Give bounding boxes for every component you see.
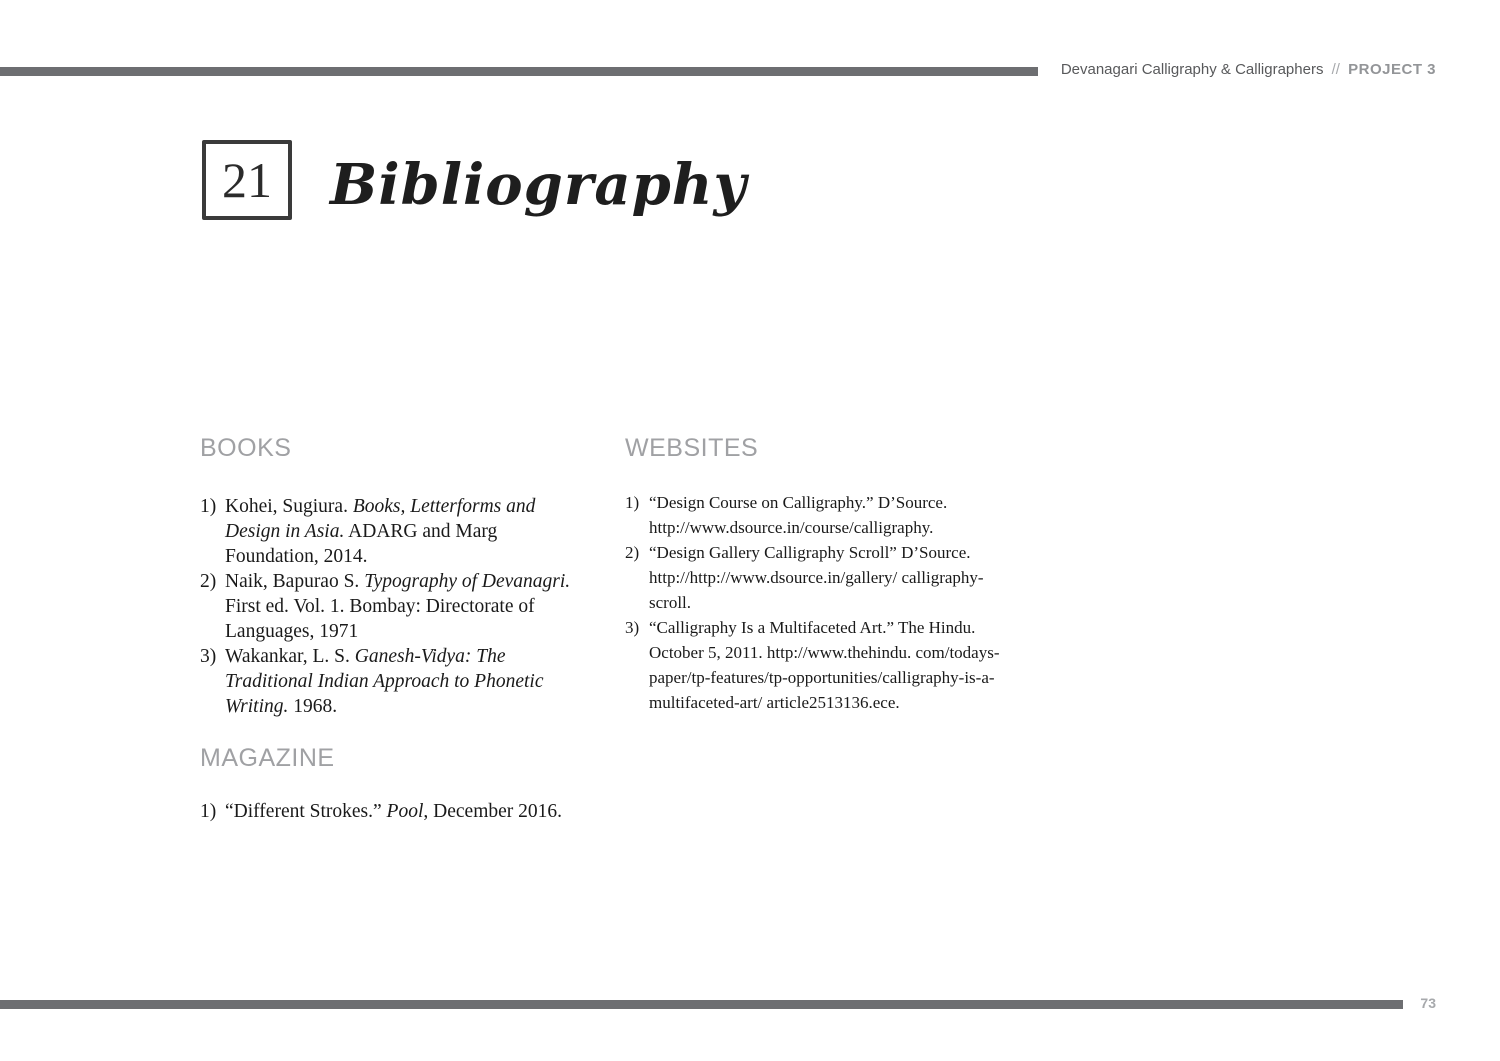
- book-title: Typography of Devanagri.: [364, 571, 571, 592]
- chapter-number-box: [202, 140, 292, 220]
- website-reference: “Design Course on Calligraphy.” D’Source. http://www.dsource.in/course/calligraphy.: [649, 493, 948, 537]
- header-rule: [0, 67, 1038, 76]
- item-number: 2): [625, 543, 640, 562]
- item-number: 1): [200, 801, 217, 822]
- book-reference: [225, 644, 595, 719]
- websites-heading: WEBSITES: [625, 434, 759, 462]
- website-reference: “Calligraphy Is a Multifaceted Art.” The Hindu. October 5, 2011. http://www.thehindu. com/todays-paper/tp-features/tp-opportunities/calligraphy-is-a-multifaceted-art/ article2513136.ece.: [649, 618, 1000, 712]
- item-number: 3): [625, 618, 640, 637]
- book-publication: 1968.: [288, 696, 338, 717]
- project-label: PROJECT 3: [1348, 61, 1436, 78]
- document-title: Devanagari Calligraphy & Calligraphers: [1060, 61, 1324, 78]
- magazine-list: [200, 799, 600, 824]
- chapter-number: 21: [222, 152, 272, 208]
- books-list: [200, 494, 595, 719]
- book-title: Books, Letterforms and Design in Asia.: [225, 496, 536, 542]
- item-number: 3): [200, 646, 217, 667]
- list-item: [625, 615, 1017, 715]
- page-number: 73: [1420, 995, 1436, 1011]
- item-number: 2): [200, 571, 217, 592]
- list-item: [625, 540, 1017, 615]
- magazine-date: , December 2016.: [423, 801, 563, 822]
- book-publication: First ed. Vol. 1. Bombay: Directorate of Languages, 1971: [225, 596, 535, 642]
- list-item: [200, 644, 595, 719]
- chapter-title: Bibliography: [330, 152, 748, 218]
- books-heading: BOOKS: [200, 434, 292, 462]
- item-number: 1): [625, 493, 640, 512]
- book-title: Ganesh-Vidya: The Traditional Indian Approach to Phonetic Writing.: [225, 646, 544, 717]
- footer-rule: [0, 1000, 1403, 1009]
- list-item: [200, 494, 595, 569]
- website-reference: “Design Gallery Calligraphy Scroll” D’Source. http://http://www.dsource.in/gallery/ calligraphy-scroll.: [649, 543, 984, 612]
- websites-list: [625, 490, 1017, 715]
- item-number: 1): [200, 496, 217, 517]
- magazine-reference: [225, 799, 600, 824]
- book-author: Naik, Bapurao S.: [225, 571, 365, 592]
- list-item: [200, 799, 600, 824]
- book-reference: [225, 569, 595, 644]
- header-separator: //: [1331, 61, 1340, 78]
- running-header: [1061, 61, 1436, 78]
- list-item: [200, 569, 595, 644]
- list-item: [625, 490, 1017, 540]
- book-author: Kohei, Sugiura.: [225, 496, 353, 517]
- magazine-article: “Different Strokes.”: [225, 801, 387, 822]
- book-reference: [225, 494, 595, 569]
- book-author: Wakankar, L. S.: [225, 646, 355, 667]
- book-publication: ADARG and Marg Foundation, 2014.: [225, 521, 498, 567]
- magazine-heading: MAGAZINE: [200, 744, 335, 772]
- magazine-title: Pool: [386, 801, 424, 822]
